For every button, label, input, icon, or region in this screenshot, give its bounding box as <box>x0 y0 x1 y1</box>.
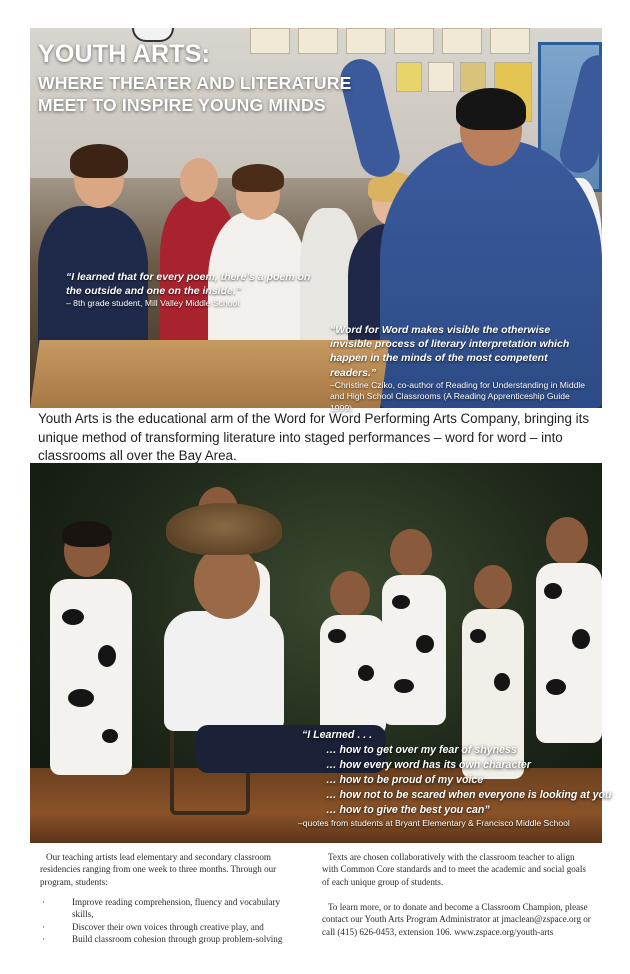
learned-item: … how to give the best you can” <box>326 804 490 817</box>
intro-paragraph: Youth Arts is the educational arm of the Word for Word Performing Arts Company, bringing its unique method of transforming literature into staged performances – word for word – into classrooms all over the Bay Area. <box>38 411 590 463</box>
teacher-hair <box>456 88 526 130</box>
wall-poster <box>394 28 434 54</box>
student-hair <box>232 164 284 192</box>
straw-hat <box>166 503 282 555</box>
quote-text: “Word for Word makes visible the otherwise invisible process of literary interpretation which happen in the minds of the most competent readers.” <box>330 324 570 379</box>
students-quote-attribution: –quotes from students at Bryant Elementary & Francisco Middle School <box>298 818 570 828</box>
cow-costume <box>320 615 386 735</box>
headline-line3: MEET TO INSPIRE YOUNG MINDS <box>38 94 326 115</box>
seated-boy-head <box>194 545 260 619</box>
headline <box>38 40 351 115</box>
wall-poster <box>442 28 482 54</box>
benefits-list <box>40 896 302 945</box>
texts-paragraph: Texts are chosen collaboratively with the classroom teacher to align with Common Core standards and to meet the academic and social goals of each unique group of students. <box>322 852 586 887</box>
learned-item: … how to get over my fear of shyness <box>326 744 517 757</box>
student-head <box>180 158 218 202</box>
wall-poster <box>460 62 486 92</box>
students-learned-quote <box>302 728 612 818</box>
quote-text: “I learned that for every poem, there’s a poem on the outside and one on the inside.” <box>66 271 311 298</box>
student-hair <box>70 144 128 178</box>
wall-poster <box>490 28 530 54</box>
learned-item: … how to be proud of my voice <box>326 774 484 787</box>
cow-costume <box>382 575 446 725</box>
cziko-quote <box>330 323 592 414</box>
wall-poster <box>396 62 422 92</box>
performer-head <box>474 565 512 609</box>
benefit-item: · Improve reading comprehension, fluency and vocabulary skills, <box>40 896 302 921</box>
learned-item: … how not to be scared when everyone is looking at you <box>326 789 612 802</box>
cow-costume <box>536 563 602 743</box>
program-description-column <box>40 851 302 946</box>
headline-line1: YOUTH ARTS: <box>38 40 211 68</box>
learned-item: … how every word has its own character <box>326 759 531 772</box>
wall-poster <box>346 28 386 54</box>
benefit-item: · Discover their own voices through creative play, and <box>40 921 302 933</box>
benefit-item: · Build classroom cohesion through group problem-solving <box>40 933 302 945</box>
headline-line2: WHERE THEATER AND LITERATURE <box>38 72 352 93</box>
contact-column <box>322 851 592 938</box>
performer-head <box>390 529 432 577</box>
learned-list <box>302 743 612 818</box>
seated-boy-shirt <box>164 611 284 731</box>
wall-poster <box>428 62 454 92</box>
student-poem-quote <box>66 270 316 310</box>
quote-attribution: –Christine Cziko, co-author of Reading for Understanding in Middle and High School Classrooms (A Reading Apprenticeship Guide 1999) <box>330 379 586 413</box>
performer-head <box>330 571 370 617</box>
program-paragraph: Our teaching artists lead elementary and secondary classroom residencies ranging from one week to three months. Through our program, students: <box>40 852 277 887</box>
performer-hair <box>62 521 112 547</box>
contact-paragraph: To learn more, or to donate and become a Classroom Champion, please contact our Youth Arts Program Administrator at jmaclean@zspace.org or call (415) 626-0453, extension 106. www.zspace.org/youth-arts <box>322 902 591 937</box>
cow-costume <box>50 579 132 775</box>
quote-lead: “I Learned . . . <box>302 729 373 741</box>
performer-head <box>546 517 588 565</box>
quote-attribution: – 8th grade student, Mill Valley Middle School <box>66 298 240 309</box>
